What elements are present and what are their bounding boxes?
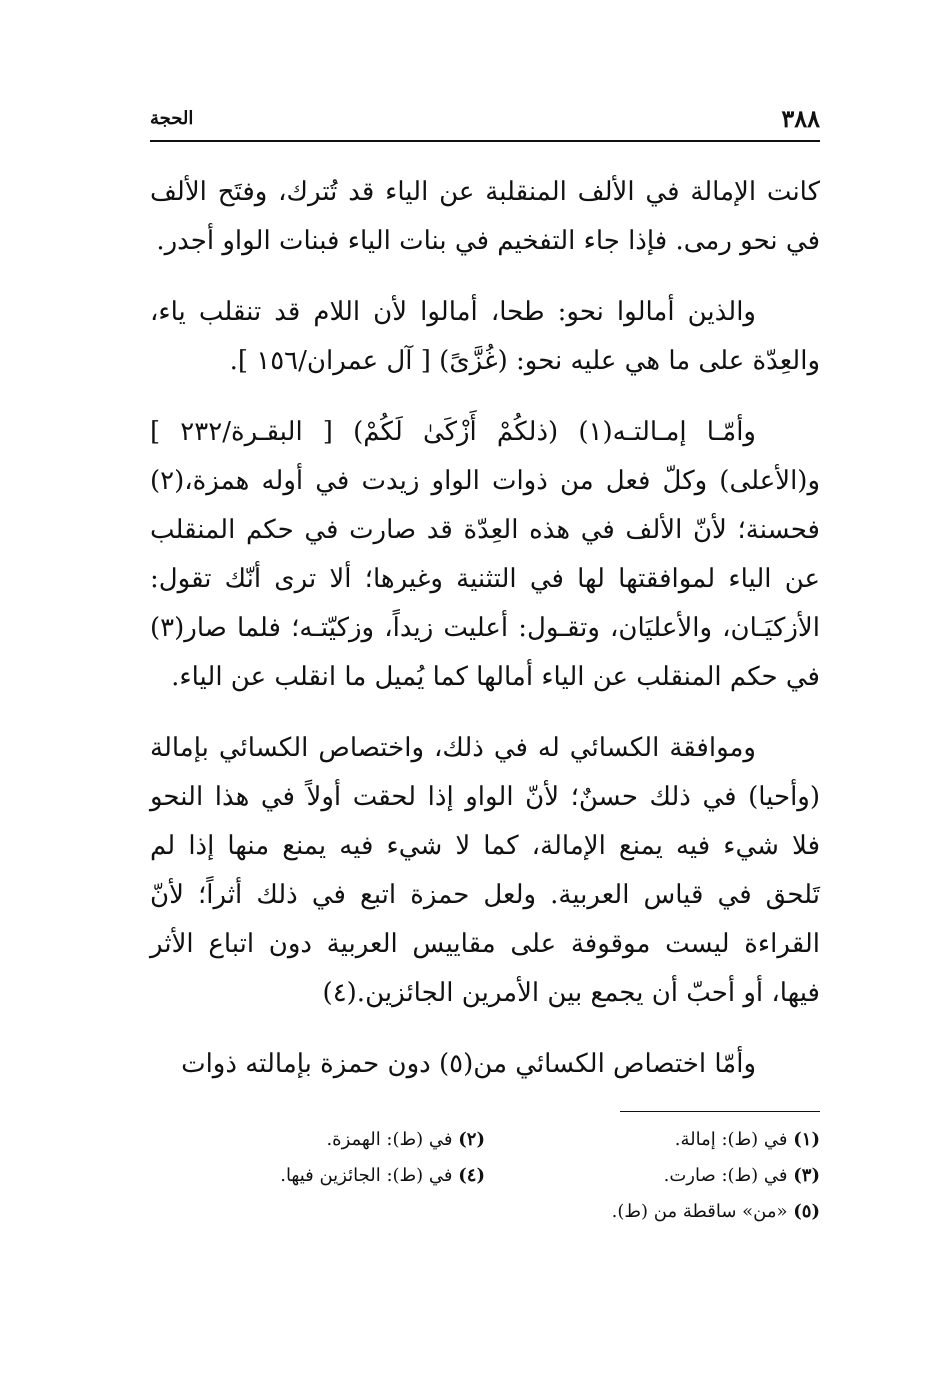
paragraph: وموافقة الكسائي له في ذلك، واختصاص الكسائي بإمالة (وأحيا) في ذلك حسنٌ؛ لأنّ الواو إذا لحقت أولاً في هذا النحو فلا شيء فيه يمنع الإمالة، كما لا شيء فيه يمنع منها إذا لم تَلحق في قياس العربية. ولعل حمزة اتبع في ذلك أثراً؛ لأنّ القراءة ليست موقوفة على مقاييس العربية دون اتباع الأثر فيها، أو أحبّ أن يجمع بين الأمرين الجائزين.(٤) [150,733,820,1008]
header-rule [150,140,820,142]
footnote-row [150,1158,820,1194]
footnote-number: (١) [793,1129,820,1150]
footnote-text: في (ط): الهمزة. [326,1129,453,1150]
footnote-row [150,1194,820,1230]
footnote-text: «من» ساقطة من (ط). [611,1201,788,1222]
footnote [485,1158,820,1194]
footnote-text: في (ط): الجائزين فيها. [280,1165,453,1186]
footnote-rule [620,1111,820,1112]
book-page [150,100,820,1230]
paragraph: كانت الإمالة في الألف المنقلبة عن الياء قد تُترك، وفتَح الألف في نحو رمى. فإذا جاء التفخيم في بنات الياء فبنات الواو أجدر. [150,177,820,256]
page-header [150,100,820,140]
running-title: الحجة [150,108,194,129]
footnote-number: (٢) [458,1129,485,1150]
paragraph: وأمّا اختصاص الكسائي من(٥) دون حمزة بإمالته ذوات [181,1049,756,1079]
footnotes [150,1122,820,1230]
footnote [150,1122,485,1158]
footnote [485,1194,820,1230]
footnote-number: (٣) [793,1165,820,1186]
paragraph: وأمّـا إمـالتـه(١) (ذلكُمْ أَزْكَىٰ لَكُمْ) [ البقـرة/٢٣٢ ] و(الأعلى) وكلّ فعل من ذوات الواو زيدت في أوله همزة،(٢) فحسنة؛ لأنّ الألف في هذه العِدّة قد صارت في حكم المنقلب عن الياء لموافقتها لها في التثنية وغيرها؛ ألا ترى أنّك تقول: الأزكيَـان، والأعليَان، وتقـول: أعليت زيداً، وزكيّتـه؛ فلما صار(٣) في حكم المنقلب عن الياء أمالها كما يُميل ما انقلب عن الياء. [150,417,820,692]
footnote [150,1158,485,1194]
paragraph: والذين أمالوا نحو: طحا، أمالوا لأن اللام قد تنقلب ياء، والعِدّة على ما هي عليه نحو: (غُزَّىً) [ آل عمران/١٥٦ ]. [150,297,820,376]
footnote-text: في (ط): إمالة. [674,1129,788,1150]
page-number: ٣٨٨ [781,104,820,133]
footnote-row [150,1122,820,1158]
footnote-number: (٤) [458,1165,485,1186]
footnote-number: (٥) [793,1201,820,1222]
footnote-text: في (ط): صارت. [663,1165,788,1186]
body-text [150,168,820,1089]
footnote [485,1122,820,1158]
